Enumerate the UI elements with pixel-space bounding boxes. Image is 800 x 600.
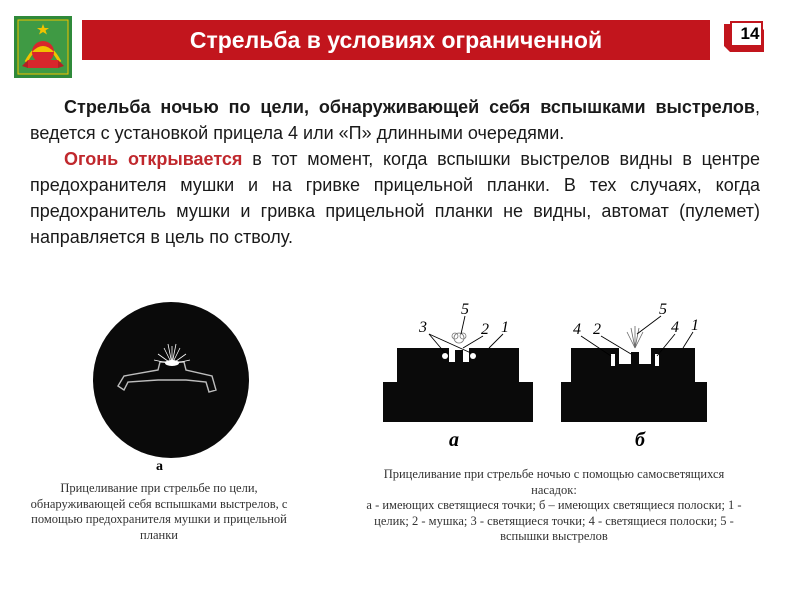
paragraph-2 — [30, 146, 760, 250]
callout-b-2: 2 — [593, 321, 601, 338]
callout-a-3: 3 — [419, 319, 427, 336]
figure-letter-a: а — [156, 459, 163, 472]
emblem-logo-icon — [14, 16, 72, 78]
callout-a-2: 2 — [481, 321, 489, 338]
page-number: 14 — [740, 24, 760, 43]
callout-a-5: 5 — [461, 301, 469, 318]
callout-b-1: 1 — [691, 317, 699, 334]
paragraph-2-rest: в тот момент, когда вспышки выстрелов видны в центре предохранителя мушки и на гривке прицельной планки. В тех случаях, когда предохранитель мушки и гривка прицельной планки не видны, автомат (пулемет) направляется в цель по стволу. — [30, 149, 760, 247]
panel-b-flash-icon — [627, 326, 643, 348]
body-text — [30, 94, 760, 250]
paragraph-1 — [30, 94, 760, 146]
right-figure-caption — [362, 467, 746, 545]
callout-b-4-left: 4 — [573, 321, 581, 338]
callout-a-1: 1 — [501, 319, 509, 336]
panel-b-label: б — [635, 429, 645, 451]
callout-b-5: 5 — [659, 301, 667, 318]
paragraph-1-rest: , ведется с установкой прицела 4 или «П» длинными очередями. — [30, 97, 760, 143]
paragraph-2-highlight: Огонь открывается — [64, 149, 243, 169]
callout-b-4-right: 4 — [671, 319, 679, 336]
paragraph-1-bold: Стрельба ночью по цели, обнаруживающей себя вспышками выстрелов — [64, 97, 755, 117]
right-caption-title: Прицеливание при стрельбе ночью с помощью самосветящихся насадок: — [383, 467, 725, 497]
luminous-sights-figure — [375, 296, 727, 458]
right-caption-legend: а - имеющих светящиеся точки; б – имеющих светящиеся полоски; 1 - целик; 2 - мушка; 3 - светящиеся точки; 4 - светящиеся полоски; 5 - вспышки выстрелов — [366, 498, 742, 543]
panel-a-label: а — [449, 429, 459, 451]
slide-title: Стрельба в условиях ограниченной — [82, 20, 710, 60]
night-aiming-figure — [88, 300, 258, 472]
left-figure-caption: Прицеливание при стрельбе по цели, обнаруживающей себя вспышками выстрелов, с помощью предохранителя мушки и прицельной планки — [30, 481, 288, 542]
